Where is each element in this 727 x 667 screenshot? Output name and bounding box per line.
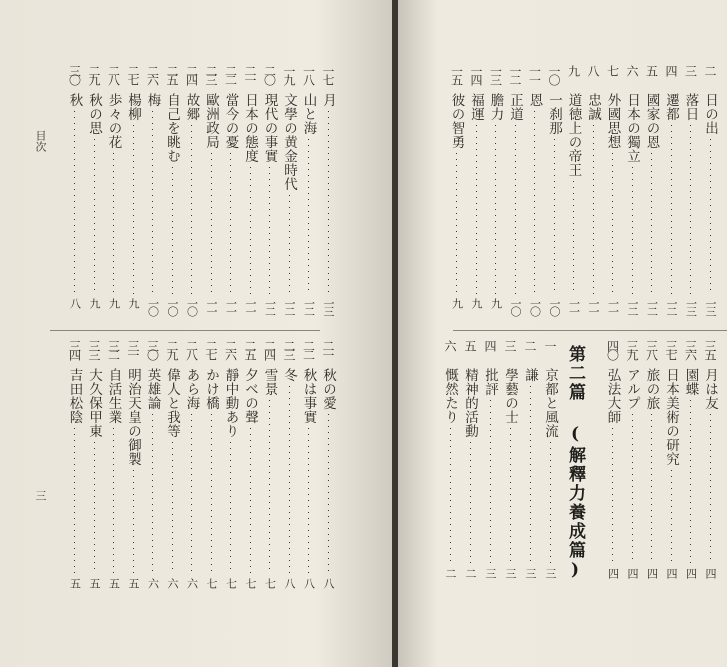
entry-page: 一二 [302, 298, 316, 314]
entry-title: 國家の恩 [643, 93, 660, 149]
leader-dots [450, 428, 451, 564]
entry-page: 九 [489, 298, 503, 306]
entry-page: 四 [704, 568, 717, 576]
entry-title: 批評 [482, 368, 498, 396]
toc-entry [104, 340, 124, 600]
entry-title: 月 [320, 93, 336, 107]
entry-number: 三五 [703, 340, 717, 358]
entry-title: 夕べの聲 [242, 368, 258, 424]
leader-dots [671, 470, 672, 564]
entry-page: 七 [263, 578, 277, 586]
entry-title: 歩々の花 [105, 93, 122, 149]
entry-title: 旅の旅 [643, 368, 660, 410]
leader-dots [308, 428, 309, 574]
entry-title: 當今の憂 [222, 93, 239, 149]
entry-page: 九 [470, 298, 483, 306]
entry-title: 弘法大師 [604, 368, 621, 424]
toc-entry [520, 340, 540, 590]
leader-dots [456, 153, 457, 294]
entry-number: 三 [503, 340, 517, 349]
leader-dots [250, 428, 251, 574]
entry-title: 落日 [682, 93, 699, 121]
entry-number: 二四 [184, 65, 199, 83]
leader-dots [515, 125, 516, 294]
entry-title: 忠誠 [585, 93, 601, 121]
toc-entry [65, 65, 85, 320]
entry-page: 二 [464, 568, 477, 576]
toc-entry [65, 340, 85, 600]
entry-title: 日本美術の研究 [663, 368, 679, 466]
entry-page: 一二 [263, 298, 277, 314]
entry-title: 彼の智勇 [448, 93, 465, 149]
leader-dots [308, 139, 309, 294]
toc-entry [182, 65, 202, 320]
entry-number: 一七 [321, 65, 335, 83]
toc-entry [603, 340, 623, 590]
toc-entry [279, 65, 299, 320]
entry-number: 三 [683, 65, 698, 74]
entry-number: 四 [483, 340, 497, 349]
leader-dots [269, 167, 270, 294]
toc-entry [460, 340, 480, 590]
leader-dots [191, 414, 192, 574]
entry-title: 冬 [281, 368, 297, 382]
entry-number: 二七 [204, 340, 218, 358]
entry-page: 一〇 [185, 298, 199, 314]
toc-entry [260, 65, 280, 320]
entry-title: 遷都 [663, 93, 679, 121]
leader-dots [191, 125, 192, 294]
leader-dots [211, 414, 212, 574]
toc-entry [700, 340, 720, 590]
leader-dots [94, 442, 95, 574]
entry-number: 一八 [301, 65, 316, 83]
entry-number: 二二 [301, 340, 316, 358]
leader-dots [612, 153, 613, 294]
leader-dots [113, 428, 114, 574]
toc-entry [260, 340, 280, 600]
leader-dots [152, 111, 153, 294]
entry-page: 一〇 [166, 298, 179, 314]
entry-page: 六 [146, 578, 160, 586]
toc-entry [661, 340, 681, 590]
toc-entry [84, 340, 104, 600]
entry-number: 一〇 [547, 65, 561, 83]
toc-entry [480, 340, 500, 590]
entry-title: 秋は事實 [300, 368, 317, 424]
entry-page: 五 [68, 578, 82, 586]
header-label: 目次 [34, 130, 47, 152]
leader-dots [690, 400, 691, 564]
entry-number: 三二 [106, 340, 121, 358]
toc-entry [544, 65, 564, 320]
entry-number: 三〇 [67, 65, 82, 83]
leader-dots [133, 125, 134, 294]
entry-number: 二六 [145, 65, 160, 83]
toc-entry [622, 65, 642, 320]
entry-title: 慨然たり [442, 368, 458, 424]
toc-entry [123, 340, 143, 600]
entry-page: 六 [166, 578, 179, 586]
entry-title: 月は友 [702, 368, 718, 410]
entry-number: 一五 [449, 65, 464, 83]
entry-page: 一一 [205, 298, 218, 314]
entry-title: 歐洲政局 [203, 93, 219, 149]
entry-number: 二 [523, 340, 537, 349]
toc-entry [564, 65, 584, 320]
leader-dots [651, 153, 652, 294]
toc-entry [240, 340, 260, 600]
entry-number: 一二 [508, 65, 522, 83]
toc-entry [525, 65, 545, 320]
entry-number: 一三 [488, 65, 503, 83]
leader-dots [211, 153, 212, 294]
leader-dots [289, 386, 290, 574]
entry-title: 自活生業 [105, 368, 122, 424]
entry-number: 二八 [106, 65, 121, 83]
toc-entry [661, 65, 681, 320]
entry-number: 四 [664, 65, 678, 74]
entry-page: 一〇 [548, 298, 561, 314]
leader-dots [612, 428, 613, 564]
entry-page: 九 [88, 298, 101, 306]
leader-dots [328, 414, 329, 574]
entry-page: 一〇 [509, 298, 522, 314]
entry-page: 三 [484, 568, 497, 576]
entry-number: 二二 [223, 65, 238, 83]
leader-dots [550, 442, 551, 564]
leader-dots [632, 167, 633, 294]
leader-dots [250, 167, 251, 294]
entry-title: 大久保甲東 [86, 368, 102, 438]
entry-page: 七 [205, 578, 218, 586]
leader-dots [172, 442, 173, 574]
entry-number: 二三 [204, 65, 218, 83]
toc-entry [466, 65, 486, 320]
toc-entry [162, 340, 182, 600]
toc-entry [318, 340, 338, 600]
entry-number: 六 [625, 65, 639, 74]
page-number: 三 [34, 490, 47, 501]
section-title: 第二篇 (解釋力養成篇) [565, 345, 585, 582]
leader-dots [470, 442, 471, 564]
entry-page: 一一 [587, 298, 600, 314]
leader-dots [710, 139, 711, 294]
entry-title: 明治天皇の御製 [125, 368, 141, 466]
toc-entry [143, 340, 163, 600]
toc-entry [279, 340, 299, 600]
entry-title: 雪景 [261, 368, 278, 396]
entry-title: かけ橋 [203, 368, 219, 410]
leader-dots [94, 139, 95, 294]
entry-title: 楊柳 [125, 93, 141, 121]
entry-number: 二五 [165, 65, 179, 83]
leader-dots [510, 428, 511, 564]
leader-dots [573, 181, 574, 294]
toc-entry [440, 340, 460, 590]
entry-title: 梅 [144, 93, 161, 107]
leader-dots [632, 414, 633, 564]
leader-dots [651, 414, 652, 564]
entry-page: 九 [127, 298, 140, 306]
entry-title: 靜中動あり [222, 368, 239, 438]
entry-title: 現代の事實 [261, 93, 278, 163]
entry-title: 偉人と我等 [164, 368, 180, 438]
entry-number: 二 [703, 65, 717, 74]
entry-number: 一四 [469, 65, 483, 83]
entry-title: 正道 [507, 93, 523, 121]
entry-number: 三一 [126, 340, 140, 358]
entry-title: あら海 [183, 368, 200, 410]
entry-page: 一一 [224, 298, 238, 314]
leader-dots [269, 400, 270, 574]
toc-entry [500, 340, 520, 590]
toc-entry [84, 65, 104, 320]
entry-number: 三三 [87, 340, 101, 358]
entry-page: 二 [444, 568, 457, 576]
entry-number: 六 [443, 340, 457, 349]
entry-number: 二〇 [262, 65, 277, 83]
toc-entry [143, 65, 163, 320]
entry-title: 園蝶 [682, 368, 699, 396]
entry-title: 京都と風流 [542, 368, 558, 438]
leader-dots [490, 400, 491, 564]
entry-page: 一〇 [146, 298, 160, 314]
entry-number: 九 [566, 65, 581, 74]
leader-dots [328, 111, 329, 294]
entry-page: 三 [524, 568, 537, 576]
toc-entry [318, 65, 338, 320]
entry-page: 四 [684, 568, 698, 576]
entry-title: 秋の愛 [320, 368, 336, 410]
entry-page: 四 [645, 568, 659, 576]
entry-title: 秋 [66, 93, 83, 107]
toc-entry [681, 65, 701, 320]
toc-entry [182, 340, 202, 600]
entry-number: 三七 [664, 340, 678, 358]
entry-number: 二八 [184, 340, 199, 358]
entry-page: 一三 [322, 298, 335, 314]
entry-page: 一二 [283, 298, 296, 314]
leader-dots [690, 125, 691, 294]
toc-entry [447, 65, 467, 320]
leader-dots [534, 111, 535, 294]
toc-entry [104, 65, 124, 320]
entry-page: 八 [283, 578, 296, 586]
entry-title: 日本の態度 [242, 93, 258, 163]
toc-entry [583, 65, 603, 320]
leader-dots [671, 125, 672, 294]
entry-title: 自己を眺む [164, 93, 180, 163]
entry-number: 二五 [243, 340, 257, 358]
right-page [398, 0, 727, 667]
entry-title: 道徳上の帝王 [565, 93, 582, 177]
entry-number: 三四 [67, 340, 82, 358]
leader-dots [113, 153, 114, 294]
entry-title: 恩 [526, 93, 543, 107]
entry-number: 二四 [262, 340, 277, 358]
entry-page: 一一 [567, 298, 581, 314]
entry-title: 日本の獨立 [624, 93, 640, 163]
entry-title: 日の出 [702, 93, 718, 135]
toc-entry [642, 340, 662, 590]
entry-title: 學藝の士 [502, 368, 518, 424]
entry-page: 四 [665, 568, 678, 576]
entry-title: 秋の思 [86, 93, 102, 135]
toc-entry [123, 65, 143, 320]
leader-dots [230, 442, 231, 574]
leader-dots [495, 125, 496, 294]
leader-dots [710, 414, 711, 564]
entry-number: 二三 [282, 340, 296, 358]
entry-page: 三 [544, 568, 557, 576]
entry-number: 八 [586, 65, 600, 74]
toc-entry [700, 65, 720, 320]
leader-dots [230, 153, 231, 294]
entry-title: 外國思想 [604, 93, 621, 149]
entry-number: 二九 [87, 65, 101, 83]
divider-rule [50, 330, 320, 331]
entry-page: 九 [450, 298, 464, 306]
entry-number: 二七 [126, 65, 140, 83]
entry-title: アルプ [624, 368, 640, 410]
entry-page: 一一 [606, 298, 620, 314]
toc-entry [162, 65, 182, 320]
entry-title: 福運 [468, 93, 484, 121]
entry-page: 五 [107, 578, 121, 586]
entry-number: 一一 [527, 65, 542, 83]
entry-number: 五 [463, 340, 477, 349]
entry-title: 文學の黄金時代 [281, 93, 297, 191]
leader-dots [593, 125, 594, 294]
leader-dots [476, 125, 477, 294]
toc-entry [681, 340, 701, 590]
toc-entry [221, 340, 241, 600]
toc-entry [201, 340, 221, 600]
entry-page: 八 [302, 578, 316, 586]
entry-title: 膽力 [487, 93, 504, 121]
entry-number: 二一 [243, 65, 257, 83]
toc-entry [486, 65, 506, 320]
entry-number: 五 [644, 65, 659, 74]
entry-page: 四 [626, 568, 639, 576]
leader-dots [289, 195, 290, 294]
entry-number: 二九 [165, 340, 179, 358]
entry-page: 六 [185, 578, 199, 586]
entry-page: 七 [244, 578, 257, 586]
entry-number: 三九 [625, 340, 639, 358]
toc-entry [622, 340, 642, 590]
toc-entry [540, 340, 560, 590]
entry-number: 三六 [683, 340, 698, 358]
entry-number: 三八 [644, 340, 659, 358]
entry-page: 八 [68, 298, 82, 306]
entry-page: 三 [504, 568, 517, 576]
entry-title: 謙 [522, 368, 538, 382]
toc-entry [299, 340, 319, 600]
leader-dots [74, 428, 75, 574]
entry-page: 五 [127, 578, 140, 586]
toc-entry [603, 65, 623, 320]
entry-title: 英雄論 [144, 368, 161, 410]
leader-dots [530, 386, 531, 564]
entry-title: 精神的活動 [462, 368, 478, 438]
entry-number: 四〇 [605, 340, 620, 358]
entry-page: 一三 [704, 298, 717, 314]
entry-number: 三〇 [145, 340, 160, 358]
entry-page: 八 [322, 578, 335, 586]
entry-number: 二六 [223, 340, 238, 358]
leader-dots [152, 414, 153, 574]
entry-page: 五 [88, 578, 101, 586]
entry-title: 吉田松陰 [66, 368, 83, 424]
entry-page: 一二 [626, 298, 639, 314]
entry-number: 七 [605, 65, 620, 74]
leader-dots [133, 470, 134, 574]
leader-dots [172, 167, 173, 294]
leader-dots [554, 139, 555, 294]
entry-number: 一九 [282, 65, 296, 83]
entry-page: 一二 [645, 298, 659, 314]
leader-dots [74, 111, 75, 294]
entry-page: 一一 [244, 298, 257, 314]
entry-number: 一 [543, 340, 557, 349]
entry-page: 一三 [684, 298, 698, 314]
toc-entry [505, 65, 525, 320]
toc-entry [221, 65, 241, 320]
entry-page: 九 [107, 298, 121, 306]
entry-page: 一〇 [528, 298, 542, 314]
entry-title: 故郷 [183, 93, 200, 121]
entry-title: 一刹那 [546, 93, 562, 135]
divider-rule [453, 330, 727, 331]
entry-page: 七 [224, 578, 238, 586]
toc-entry [240, 65, 260, 320]
toc-entry [201, 65, 221, 320]
entry-title: 山と海 [300, 93, 317, 135]
entry-number: 二一 [321, 340, 335, 358]
toc-entry [642, 65, 662, 320]
entry-page: 一二 [665, 298, 678, 314]
toc-entry [299, 65, 319, 320]
entry-page: 四 [606, 568, 620, 576]
